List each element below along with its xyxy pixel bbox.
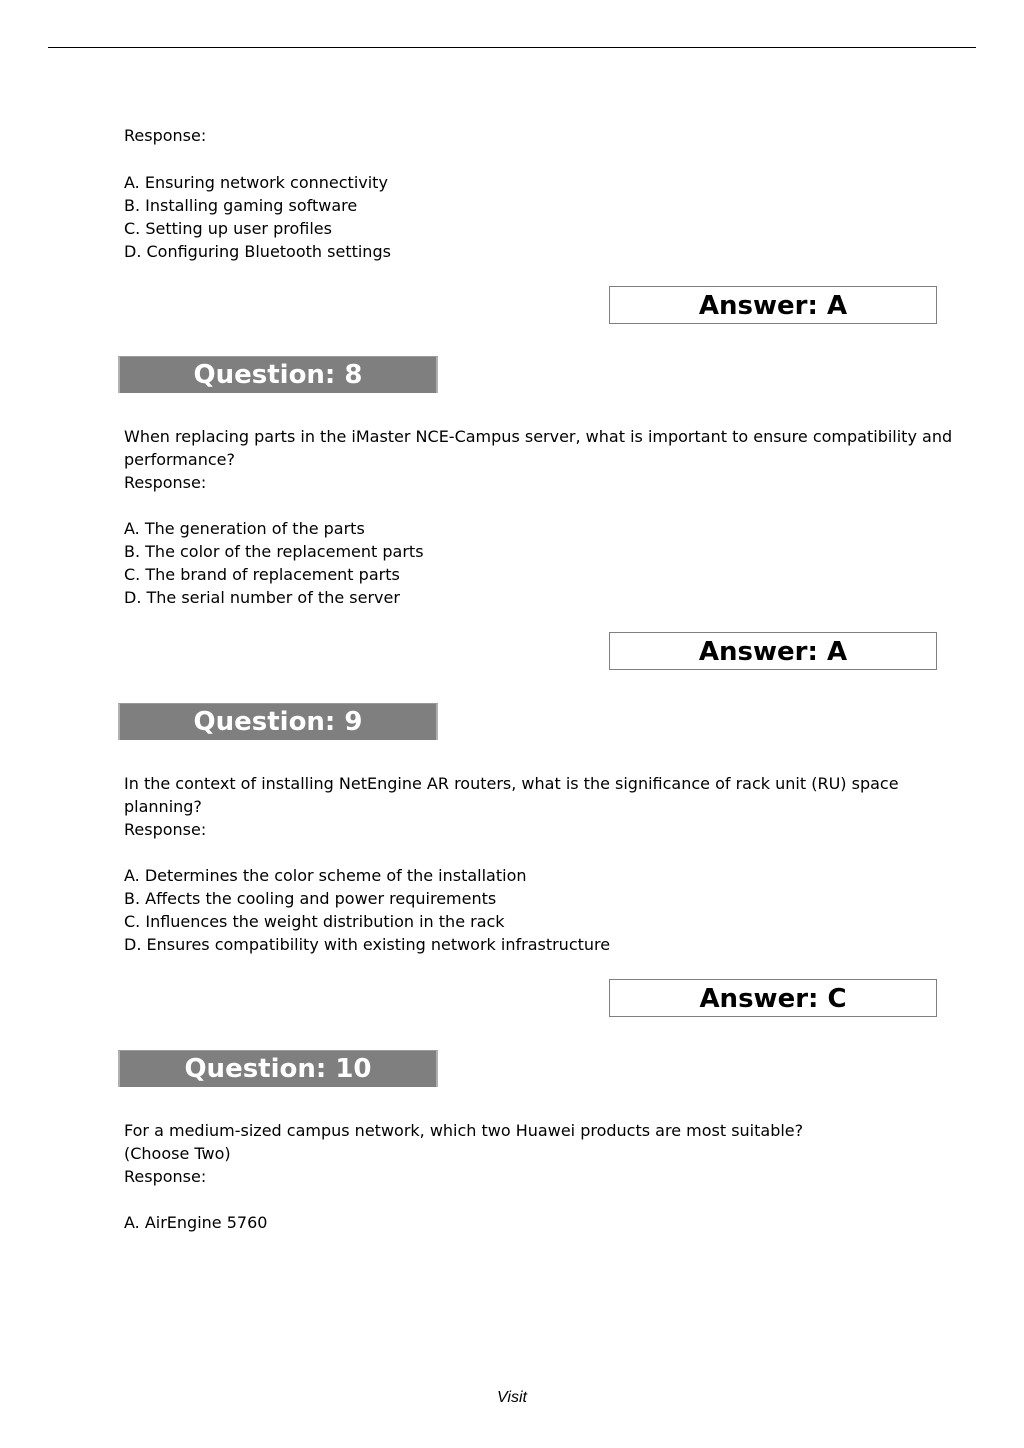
question-title: Question: 10	[184, 1054, 372, 1084]
option-d: D. Ensures compatibility with existing network infrastructure	[124, 935, 611, 954]
option-a: A. Ensuring network connectivity	[124, 173, 388, 192]
answer-text: Answer: A	[698, 291, 848, 321]
question-text-line: planning?	[124, 797, 202, 816]
option-b: B. The color of the replacement parts	[124, 542, 424, 561]
response-label: Response:	[124, 820, 207, 839]
response-label: Response:	[124, 1167, 207, 1186]
question-heading	[118, 1050, 438, 1087]
response-label: Response:	[124, 473, 207, 492]
option-c: C. Influences the weight distribution in the rack	[124, 912, 505, 931]
question-text-line: In the context of installing NetEngine AR routers, what is the significance of rack unit (RU) space	[124, 774, 899, 793]
question-heading	[118, 356, 438, 393]
option-c: C. The brand of replacement parts	[124, 565, 400, 584]
footer-visit-text: Visit	[497, 1389, 527, 1406]
option-a: A. AirEngine 5760	[124, 1213, 268, 1232]
answer-box	[609, 286, 937, 324]
question-heading	[118, 703, 438, 740]
question-text-line: performance?	[124, 450, 235, 469]
answer-box	[609, 632, 937, 670]
question-title: Question: 9	[193, 707, 363, 737]
response-label: Response:	[124, 126, 207, 145]
option-a: A. The generation of the parts	[124, 519, 365, 538]
option-d: D. The serial number of the server	[124, 588, 400, 607]
option-d: D. Configuring Bluetooth settings	[124, 242, 391, 261]
answer-text: Answer: A	[698, 637, 848, 667]
question-text-line: For a medium-sized campus network, which two Huawei products are most suitable?	[124, 1121, 804, 1140]
answer-text: Answer: C	[699, 984, 847, 1014]
question-title: Question: 8	[193, 360, 363, 390]
question-text-line: When replacing parts in the iMaster NCE-Campus server, what is important to ensure compatibility and	[124, 427, 953, 446]
question-text-line: (Choose Two)	[124, 1144, 231, 1163]
answer-box	[609, 979, 937, 1017]
option-b: B. Installing gaming software	[124, 196, 358, 215]
header-rule	[48, 47, 976, 48]
option-b: B. Affects the cooling and power requirements	[124, 889, 497, 908]
option-c: C. Setting up user profiles	[124, 219, 332, 238]
option-a: A. Determines the color scheme of the installation	[124, 866, 527, 885]
